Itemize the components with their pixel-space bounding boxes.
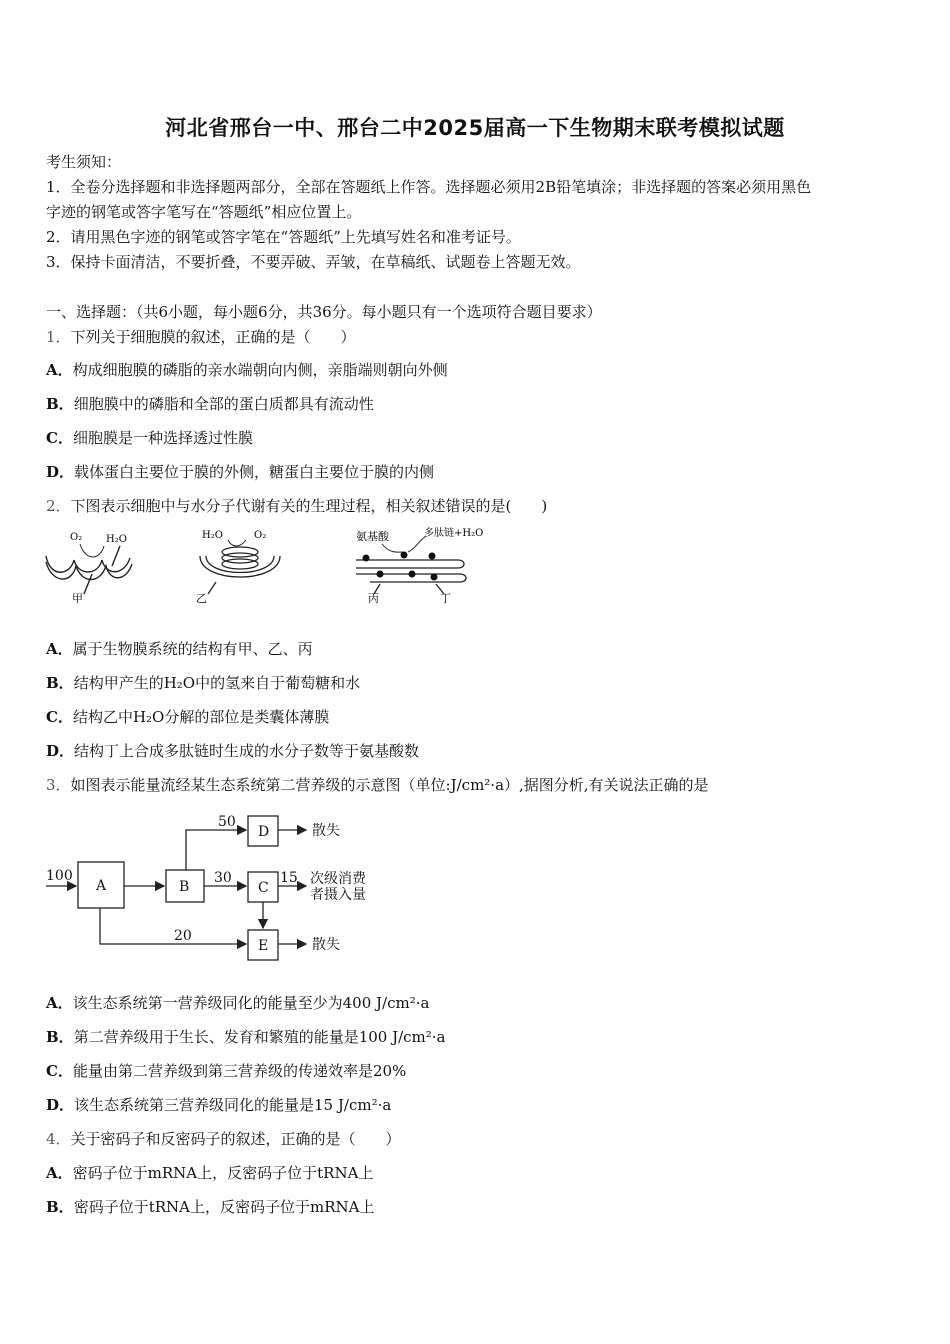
option-label: A． [46, 361, 73, 379]
label-jia: 甲 [72, 592, 83, 605]
label-o2-jia: O₂ [70, 532, 83, 543]
label-box-a: A [96, 878, 107, 894]
structure-jia [46, 546, 132, 594]
notice-heading: 考生须知： [46, 153, 122, 171]
organelle-figure [40, 522, 510, 608]
option-text: 属于生物膜系统的结构有甲、乙、丙 [72, 640, 313, 658]
value-50: 50 [218, 814, 236, 830]
q2-option-c[interactable] [46, 707, 329, 727]
option-text: 结构甲产生的H₂O中的氢来自于葡萄糖和水 [73, 674, 361, 692]
question-1-stem [46, 327, 356, 347]
option-text: 结构丁上合成多肽链时生成的水分子数等于氨基酸数 [74, 742, 420, 760]
value-input: 100 [46, 868, 73, 884]
question-number: 3． [46, 776, 71, 794]
label-loss-d: 散失 [312, 823, 340, 839]
q2-option-d[interactable] [46, 741, 419, 761]
page-title: 河北省邢台一中、邢台二中2025届高一下生物期末联考模拟试题 [165, 116, 785, 140]
q4-option-b[interactable] [46, 1197, 374, 1217]
notice-item-3: 3．保持卡面清洁，不要折叠，不要弄破、弄皱，在草稿纸、试题卷上答题无效。 [46, 253, 581, 271]
q1-option-c[interactable] [46, 428, 253, 448]
arrow-yi [228, 540, 246, 546]
option-label: D． [46, 1096, 75, 1114]
label-next-consumer-1: 次级消费 [310, 871, 366, 887]
q2-option-b[interactable] [46, 673, 360, 693]
q1-option-d[interactable] [46, 462, 434, 482]
q3-option-a[interactable] [46, 993, 429, 1013]
option-text: 能量由第二营养级到第三营养级的传递效率是20% [72, 1062, 407, 1080]
question-number: 2． [46, 497, 71, 515]
arrow-jia [80, 544, 104, 557]
notice-item-2: 2．请用黑色字迹的钢笔或答字笔在“答题纸”上先填写姓名和准考证号。 [46, 228, 521, 246]
q2-option-a[interactable] [46, 639, 313, 659]
label-ding: 丁 [440, 592, 451, 605]
q3-option-b[interactable] [46, 1027, 446, 1047]
question-number: 1． [46, 328, 71, 346]
option-label: A． [46, 994, 73, 1012]
option-label: B． [46, 674, 74, 692]
option-label: C． [46, 708, 73, 726]
option-label: B． [46, 1198, 74, 1216]
question-text: 如图表示能量流经某生态系统第二营养级的示意图（单位:J/cm²·a）,据图分析,有关说法正确的是 [70, 776, 709, 794]
question-4-stem [46, 1129, 401, 1149]
label-loss-e: 散失 [312, 937, 340, 953]
label-yi: 乙 [196, 592, 207, 605]
option-label: A． [46, 640, 73, 658]
option-text: 载体蛋白主要位于膜的外侧，糖蛋白主要位于膜的内侧 [74, 463, 435, 481]
question-number: 4． [46, 1130, 71, 1148]
option-text: 细胞膜中的磷脂和全部的蛋白质都具有流动性 [73, 395, 374, 413]
option-label: D． [46, 742, 75, 760]
option-text: 密码子位于mRNA上，反密码子位于tRNA上 [72, 1164, 374, 1182]
option-label: C． [46, 1062, 73, 1080]
label-peptide: 多肽链+H₂O [424, 528, 484, 539]
value-20: 20 [174, 928, 192, 944]
option-text: 结构乙中H₂O分解的部位是类囊体薄膜 [72, 708, 330, 726]
question-2-stem [46, 496, 547, 516]
value-15: 15 [280, 870, 298, 886]
option-text: 该生态系统第一营养级同化的能量至少为400 J/cm²·a [72, 994, 430, 1012]
option-text: 第二营养级用于生长、发育和繁殖的能量是100 J/cm²·a [73, 1028, 446, 1046]
option-label: D． [46, 463, 75, 481]
label-box-e: E [258, 938, 269, 954]
question-text: 关于密码子和反密码子的叙述，正确的是（ ） [70, 1130, 401, 1148]
question-text: 下图表示细胞中与水分子代谢有关的生理过程，相关叙述错误的是( ) [70, 497, 548, 515]
label-o2-yi: O₂ [254, 530, 267, 541]
option-text: 该生态系统第三营养级同化的能量是15 J/cm²·a [74, 1096, 392, 1114]
option-text: 密码子位于tRNA上，反密码子位于mRNA上 [73, 1198, 375, 1216]
option-label: B． [46, 1028, 74, 1046]
ribosomes [363, 552, 438, 581]
question-3-stem [46, 775, 709, 795]
option-label: B． [46, 395, 74, 413]
energy-flow-diagram [40, 808, 400, 968]
q1-option-b[interactable] [46, 394, 374, 414]
option-text: 细胞膜是一种选择透过性膜 [72, 429, 253, 447]
label-bing: 丙 [368, 592, 379, 605]
value-30: 30 [214, 870, 232, 886]
label-h2o-yi: H₂O [202, 530, 223, 541]
q4-option-a[interactable] [46, 1163, 373, 1183]
label-next-consumer-2: 者摄入量 [310, 887, 366, 903]
structure-yi [200, 547, 280, 594]
arrow-a-e [100, 908, 246, 944]
q3-option-d[interactable] [46, 1095, 391, 1115]
question-text: 下列关于细胞膜的叙述，正确的是（ ） [70, 328, 356, 346]
option-text: 构成细胞膜的磷脂的亲水端朝向内侧，亲脂端则朝向外侧 [72, 361, 448, 379]
option-label: A． [46, 1164, 73, 1182]
section-heading: 一、选择题：（共6小题，每小题6分，共36分。每小题只有一个选项符合题目要求） [46, 303, 602, 321]
label-box-d: D [258, 824, 270, 840]
label-box-c: C [258, 880, 269, 896]
q1-option-a[interactable] [46, 360, 448, 380]
q3-option-c[interactable] [46, 1061, 406, 1081]
option-label: C． [46, 429, 73, 447]
arrow-b-d [186, 830, 246, 870]
label-amino: 氨基酸 [356, 530, 389, 543]
label-h2o-jia: H₂O [106, 534, 127, 545]
notice-item-1-cont: 字迹的钢笔或答字笔写在“答题纸”相应位置上。 [46, 203, 362, 221]
notice-item-1: 1．全卷分选择题和非选择题两部分，全部在答题纸上作答。选择题必须用2B铅笔填涂；非选择题的答案必须用黑色 [46, 178, 812, 196]
label-box-b: B [179, 879, 190, 895]
